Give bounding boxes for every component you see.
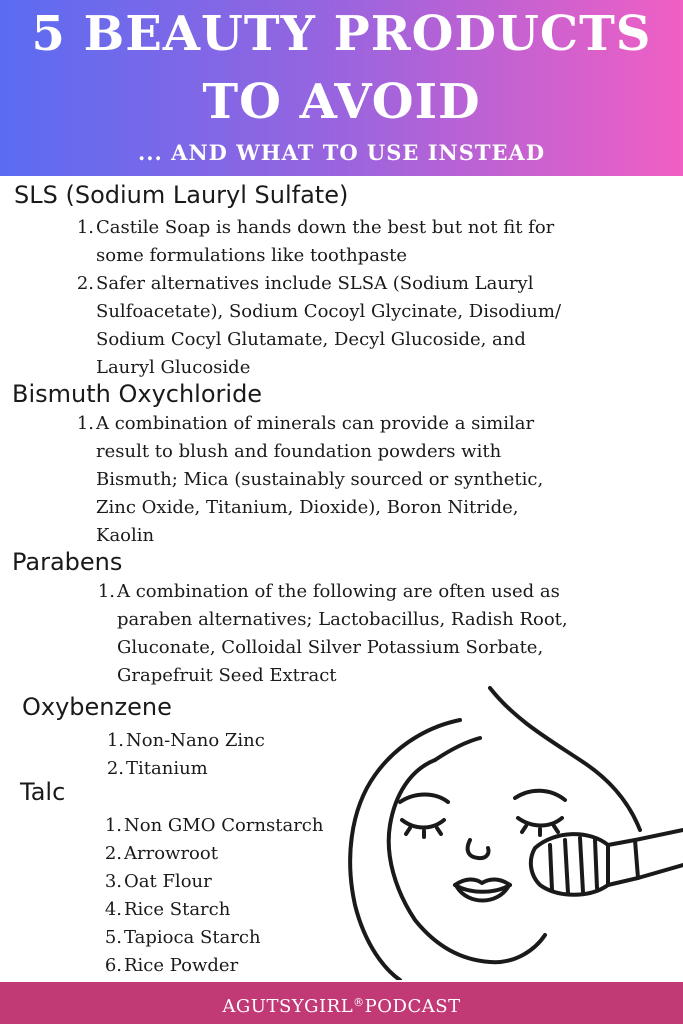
page-title-line-1: 5 BEAUTY PRODUCTS <box>31 6 652 62</box>
list-item-line: Non-Nano Zinc <box>126 730 265 751</box>
footer-banner <box>0 982 683 1024</box>
face-with-makeup-brush-icon <box>340 680 683 980</box>
section-heading-bismuth: Bismuth Oxychloride <box>12 380 263 408</box>
list-item <box>104 812 344 840</box>
section-heading-parabens: Parabens <box>12 548 123 576</box>
list-item-line: Gluconate, Colloidal Silver Potassium Sorbate, <box>117 637 544 658</box>
list-item-line: Titanium <box>126 758 208 779</box>
list-item-number: 1. <box>106 730 124 751</box>
list-item <box>104 840 344 868</box>
registered-mark: ® <box>353 996 365 1009</box>
list-item <box>76 270 656 382</box>
list-item-line: Zinc Oxide, Titanium, Dioxide), Boron Nitride, <box>96 497 519 518</box>
list-item <box>76 410 656 550</box>
list-item <box>106 755 346 783</box>
list-item-line: Kaolin <box>96 525 155 546</box>
list-item <box>104 896 344 924</box>
title-banner <box>0 0 683 176</box>
list-item-line: some formulations like toothpaste <box>96 245 408 266</box>
list-item-number: 1. <box>76 217 94 238</box>
list-item-line: Arrowroot <box>124 843 218 864</box>
list-item-line: paraben alternatives; Lactobacillus, Radish Root, <box>117 609 568 630</box>
list-item-line: Bismuth; Mica (sustainably sourced or synthetic, <box>96 469 544 490</box>
list-item-number: 5. <box>104 927 122 948</box>
page-title-line-2: TO AVOID <box>202 74 481 130</box>
list-item-line: A combination of minerals can provide a similar <box>96 413 535 434</box>
footer-suffix: PODCAST <box>364 996 461 1017</box>
list-item-number: 4. <box>104 899 122 920</box>
list-item-line: Castile Soap is hands down the best but not fit for <box>96 217 555 238</box>
list-item-line: Non GMO Cornstarch <box>124 815 324 836</box>
section-heading-sls: SLS (Sodium Lauryl Sulfate) <box>14 181 349 209</box>
list-item-line: Rice Starch <box>124 899 231 920</box>
list-item-line: Sodium Cocyl Glutamate, Decyl Glucoside, and <box>96 329 526 350</box>
list-item <box>76 214 656 270</box>
list-item-line: Oat Flour <box>124 871 212 892</box>
list-item-number: 1. <box>76 413 94 434</box>
list-item-number: 3. <box>104 871 122 892</box>
list-item-line: Tapioca Starch <box>124 927 261 948</box>
list-item-number: 2. <box>76 273 94 294</box>
list-item-line: Lauryl Glucoside <box>96 357 251 378</box>
list-item <box>104 924 344 952</box>
list-item-number: 1. <box>104 815 122 836</box>
list-item-line: Grapefruit Seed Extract <box>117 665 337 686</box>
list-item <box>97 578 667 690</box>
list-item-line: result to blush and foundation powders with <box>96 441 502 462</box>
list-item-line: Sulfoacetate), Sodium Cocoyl Glycinate, Disodium/ <box>96 301 562 322</box>
section-heading-oxybenzene: Oxybenzene <box>22 693 172 721</box>
page-subtitle: ... AND WHAT TO USE INSTEAD <box>137 140 546 165</box>
list-item <box>104 952 344 980</box>
section-heading-talc: Talc <box>20 778 66 806</box>
list-item <box>104 868 344 896</box>
list-item-number: 6. <box>104 955 122 976</box>
list-item-number: 1. <box>97 581 115 602</box>
list-item <box>106 727 346 755</box>
list-item-number: 2. <box>104 843 122 864</box>
list-item-line: Rice Powder <box>124 955 239 976</box>
list-item-line: A combination of the following are often used as <box>117 581 560 602</box>
footer-brand: AGUTSYGIRL <box>222 996 354 1017</box>
list-item-line: Safer alternatives include SLSA (Sodium Lauryl <box>96 273 534 294</box>
list-item-number: 2. <box>106 758 124 779</box>
